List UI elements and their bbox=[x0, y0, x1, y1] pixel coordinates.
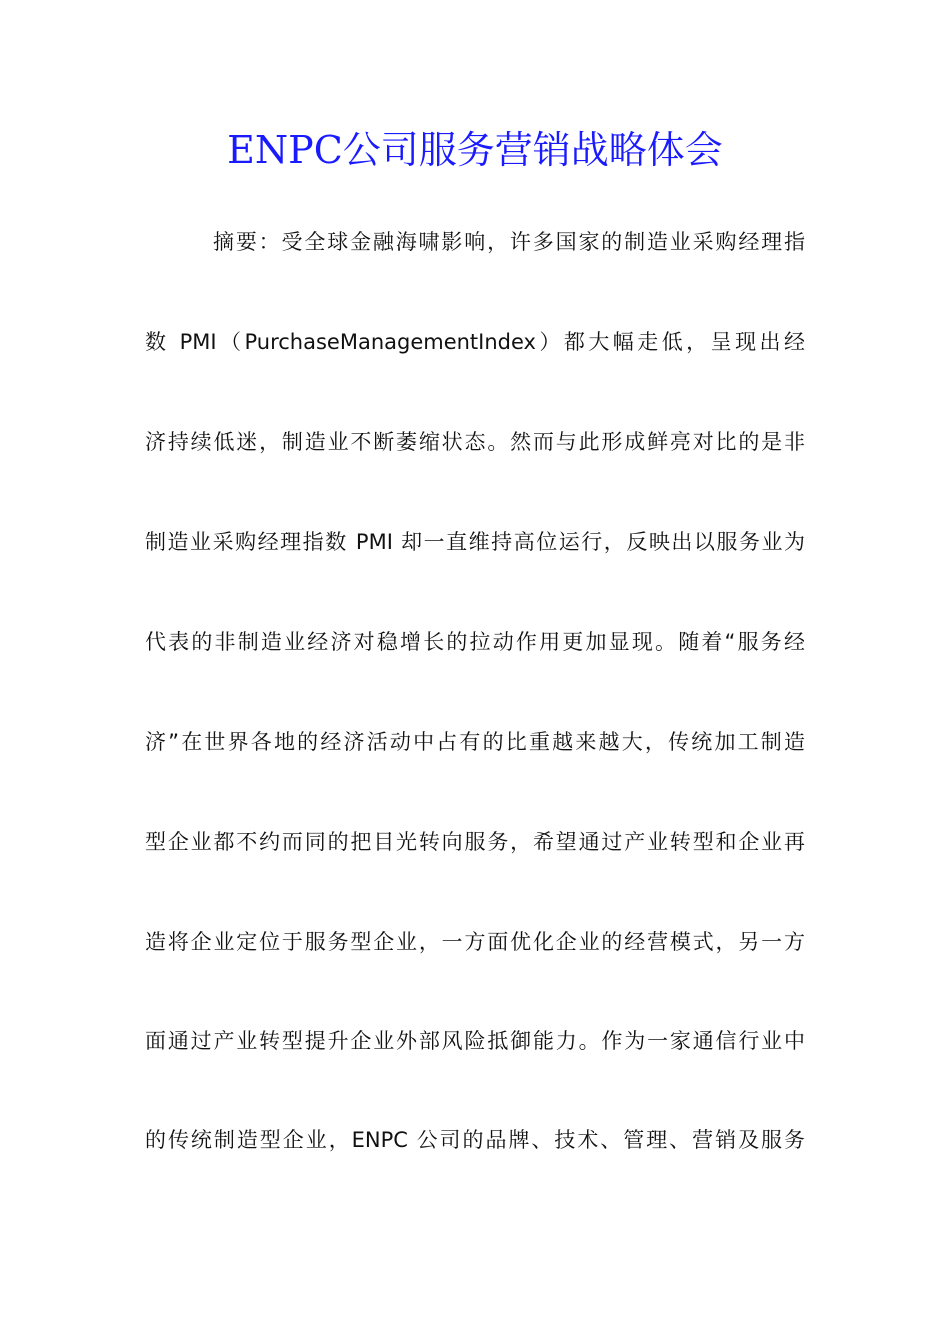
body-line: 济持续低迷，制造业不断萎缩状态。然而与此形成鲜亮对比的是非 bbox=[145, 430, 805, 454]
body-line: 制造业采购经理指数 PMI 却一直维持高位运行，反映出以服务业为 bbox=[145, 530, 805, 554]
body-line: 造将企业定位于服务型企业，一方面优化企业的经营模式，另一方 bbox=[145, 930, 805, 954]
body-line: 型企业都不约而同的把目光转向服务，希望通过产业转型和企业再 bbox=[145, 830, 805, 854]
body-line: 济”在世界各地的经济活动中占有的比重越来越大，传统加工制造 bbox=[145, 730, 805, 754]
body-line: 代表的非制造业经济对稳增长的拉动作用更加显现。随着“服务经 bbox=[145, 630, 805, 654]
body-line: 数 PMI（PurchaseManagementIndex）都大幅走低，呈现出经 bbox=[145, 330, 805, 354]
body-line: 面通过产业转型提升企业外部风险抵御能力。作为一家通信行业中 bbox=[145, 1029, 805, 1053]
document-title: ENPC公司服务营销战略体会 bbox=[227, 128, 723, 172]
body-line: 摘要：受全球金融海啸影响，许多国家的制造业采购经理指 bbox=[213, 230, 805, 254]
body-line: 的传统制造型企业，ENPC 公司的品牌、技术、管理、营销及服务 bbox=[145, 1128, 805, 1152]
